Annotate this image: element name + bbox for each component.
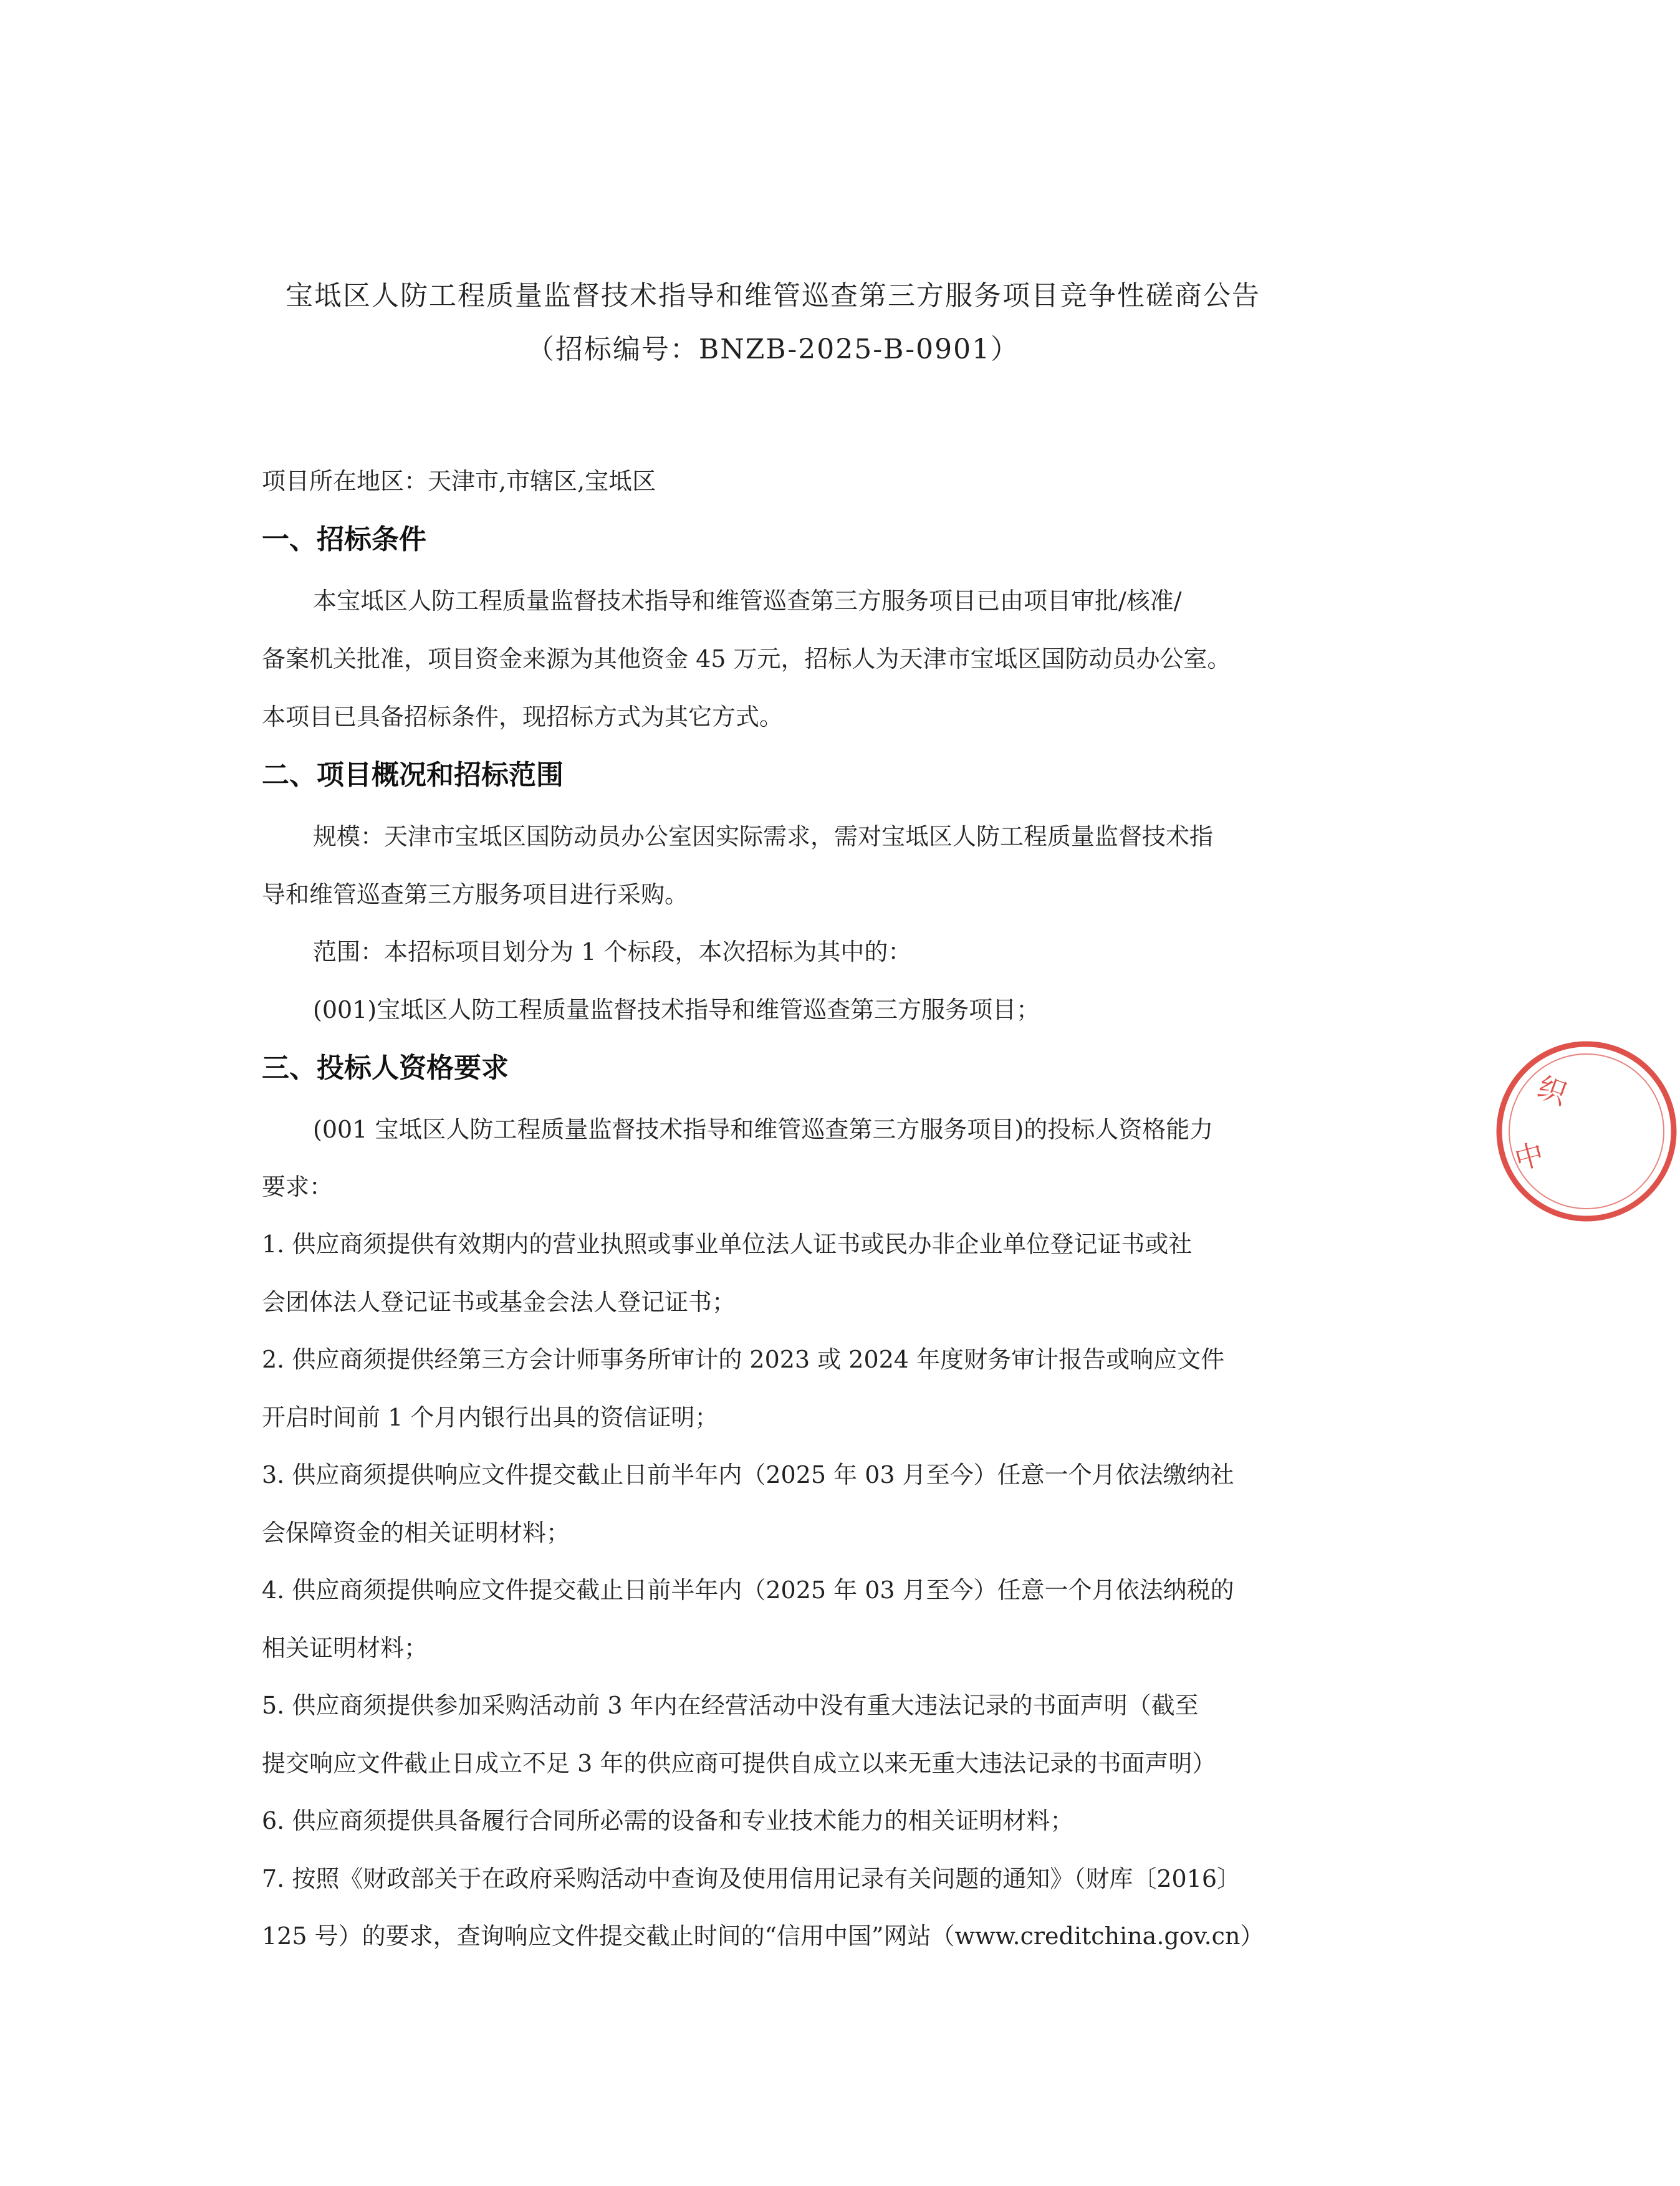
paragraph-line: 本宝坻区人防工程质量监督技术指导和维管巡查第三方服务项目已由项目审批/核准/ <box>313 587 1182 615</box>
paragraph-line: 规模：天津市宝坻区国防动员办公室因实际需求，需对宝坻区人防工程质量监督技术指 <box>313 823 1214 850</box>
official-seal-stamp <box>1493 1038 1680 1225</box>
paragraph-line: 要求： <box>262 1173 334 1201</box>
list-item-line: 5. 供应商须提供参加采购活动前 3 年内在经营活动中没有重大违法记录的书面声明（截至 <box>262 1692 1199 1719</box>
list-item-line: 会保障资金的相关证明材料； <box>262 1519 570 1546</box>
seal-char: 中 <box>1510 1136 1548 1177</box>
bid-number: （招标编号：BNZB-2025-B-0901） <box>526 333 1020 365</box>
list-item-line: 125 号）的要求，查询响应文件提交截止时间的“信用中国”网站（www.creditchina.gov.cn） <box>262 1922 1264 1950</box>
list-item-line: 2. 供应商须提供经第三方会计师事务所审计的 2023 或 2024 年度财务审计报告或响应文件 <box>262 1346 1225 1373</box>
section-heading-project-overview: 二、项目概况和招标范围 <box>262 759 564 791</box>
list-item-line: 6. 供应商须提供具备履行合同所必需的设备和专业技术能力的相关证明材料； <box>262 1807 1074 1834</box>
section-heading-bidding-conditions: 一、招标条件 <box>262 524 426 555</box>
paragraph-line: (001)宝坻区人防工程质量监督技术指导和维管巡查第三方服务项目； <box>313 996 1040 1023</box>
seal-char: 织 <box>1533 1070 1572 1112</box>
section-heading-bidder-qualifications: 三、投标人资格要求 <box>262 1052 509 1084</box>
list-item-line: 提交响应文件截止日成立不足 3 年的供应商可提供自成立以来无重大违法记录的书面声明） <box>262 1750 1216 1777</box>
list-item-line: 1. 供应商须提供有效期内的营业执照或事业单位法人证书或民办非企业单位登记证书或社 <box>262 1230 1193 1258</box>
list-item-line: 相关证明材料； <box>262 1634 428 1662</box>
list-item-line: 3. 供应商须提供响应文件提交截止日前半年内（2025 年 03 月至今）任意一个月依法缴纳社 <box>262 1461 1234 1488</box>
paragraph-line: 备案机关批准，项目资金来源为其他资金 45 万元，招标人为天津市宝坻区国防动员办公室。 <box>262 645 1231 673</box>
paragraph-line: 范围：本招标项目划分为 1 个标段，本次招标为其中的： <box>313 938 912 966</box>
list-item-line: 开启时间前 1 个月内银行出具的资信证明； <box>262 1404 719 1431</box>
list-item-line: 7. 按照《财政部关于在政府采购活动中查询及使用信用记录有关问题的通知》（财库〔2016〕 <box>262 1865 1241 1892</box>
paragraph-line: (001 宝坻区人防工程质量监督技术指导和维管巡查第三方服务项目)的投标人资格能力 <box>313 1116 1214 1143</box>
project-location: 项目所在地区：天津市,市辖区,宝坻区 <box>262 467 656 495</box>
list-item-line: 会团体法人登记证书或基金会法人登记证书； <box>262 1288 736 1316</box>
document-title: 宝坻区人防工程质量监督技术指导和维管巡查第三方服务项目竞争性磋商公告 <box>286 280 1260 312</box>
paragraph-line: 导和维管巡查第三方服务项目进行采购。 <box>262 881 689 908</box>
list-item-line: 4. 供应商须提供响应文件提交截止日前半年内（2025 年 03 月至今）任意一个月依法纳税的 <box>262 1576 1234 1604</box>
paragraph-line: 本项目已具备招标条件，现招标方式为其它方式。 <box>262 703 784 731</box>
